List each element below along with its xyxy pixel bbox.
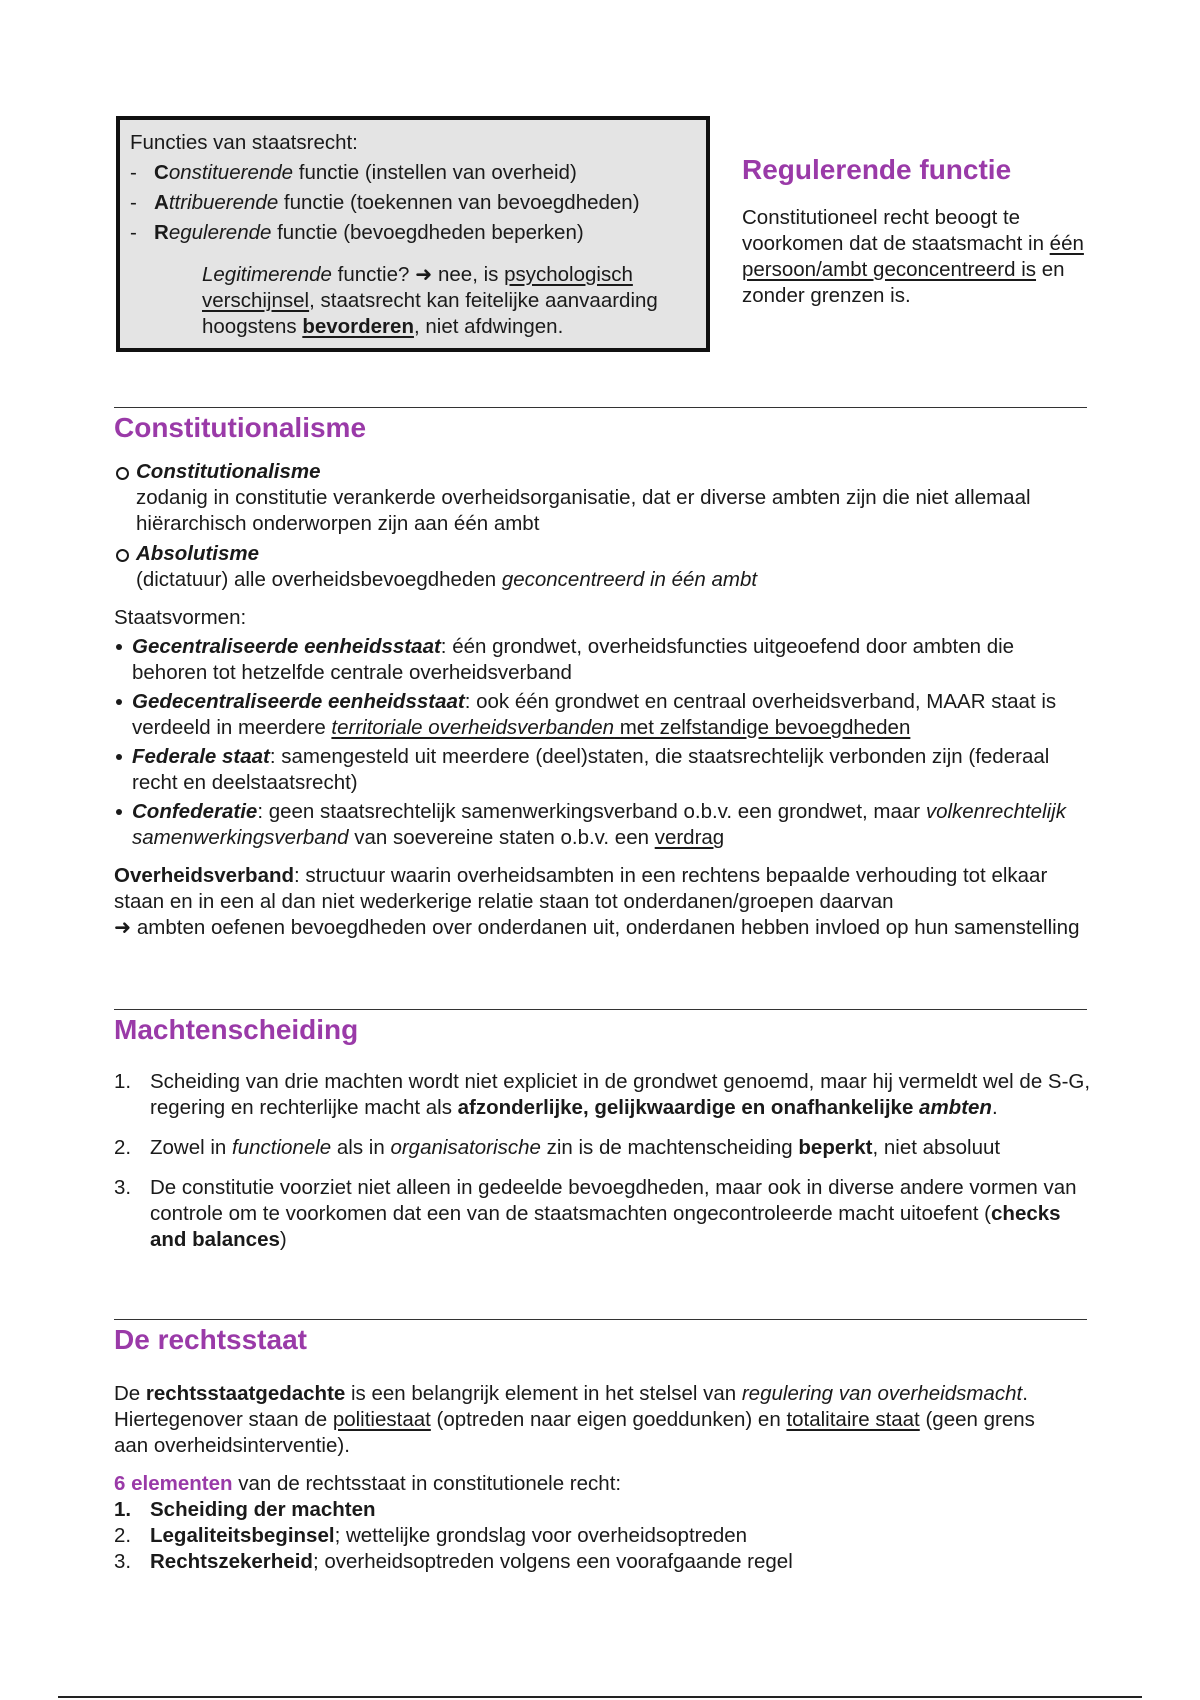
functions-box-title: Functies van staatsrecht: [130, 131, 358, 154]
list-item: 3. De constitutie voorziet niet alleen in gedeelde bevoegdheden, maar ook in diverse andere vormen van controle om te voorkomen dat een van de staatsmachten ongecontroleerde macht uitoefent (checks and balances) [114, 1176, 1077, 1251]
list-item: 2. Legaliteitsbeginsel; wettelijke grondslag voor overheidsoptreden [114, 1524, 748, 1547]
list-item: Federale staat: samengesteld uit meerdere (deel)staten, die staatsrechtelijk verbonden zijn (federaal recht en deelstaatsrecht) [114, 744, 1094, 796]
constitutionalisme-heading: Constitutionalisme [114, 412, 367, 443]
list-item: 2. Zowel in functionele als in organisatorische zin is de machtenscheiding beperkt, niet absoluut [114, 1136, 1001, 1159]
list-item: Constitutionalisme zodanig in constitutie verankerde overheidsorganisatie, dat er diverse ambten zijn die niet allemaal hiërarchisch onderworpen zijn aan één ambt [114, 459, 1094, 537]
list-item: 1. Scheiding van drie machten wordt niet expliciet in de grondwet genoemd, maar hij vermeldt wel de S-G, regering en rechterlijke macht als afzonderlijke, gelijkwaardige en onafhankelijke ambten. [114, 1070, 1091, 1119]
divider [114, 1319, 1087, 1320]
divider [114, 407, 1087, 408]
elements-intro: 6 elementen van de rechtsstaat in constitutionele recht: [114, 1472, 622, 1495]
list-item: Absolutisme (dictatuur) alle overheidsbevoegdheden geconcentreerd in één ambt [114, 541, 1094, 593]
regulerende-functie-text: Constitutioneel recht beoogt te voorkomen dat de staatsmacht in één persoon/ambt geconcentreerd is en zonder grenzen is. [742, 206, 1084, 307]
page-bottom-rule [58, 1696, 1142, 1698]
machtenscheiding-heading: Machtenscheiding [114, 1014, 359, 1045]
function-item-attribuerende: - Attribuerende functie (toekennen van bevoegdheden) [130, 191, 640, 214]
list-item: Gedecentraliseerde eenheidsstaat: ook één grondwet en centraal overheidsverband, MAAR staat is verdeeld in meerdere territoriale overheidsverbanden met zelfstandige bevoegdheden [114, 689, 1094, 741]
constitutionalisme-section [114, 459, 1094, 941]
bullet-icon [116, 754, 122, 760]
circle-bullet-icon [116, 467, 129, 480]
bullet-icon [116, 809, 122, 815]
list-item: Gecentraliseerde eenheidsstaat: één grondwet, overheidsfuncties uitgeoefend door ambten die behoren tot hetzelfde centrale overheidsverband [114, 634, 1094, 686]
list-item: 3. Rechtszekerheid; overheidsoptreden volgens een voorafgaande regel [114, 1550, 793, 1573]
staatsvormen-label: Staatsvormen: [114, 606, 247, 629]
regulerende-functie-heading: Regulerende functie [742, 154, 1012, 185]
rechtsstaat-section [114, 1381, 1074, 1575]
list-item: 1. Scheiding der machten [114, 1498, 376, 1521]
function-item-constituerende: - Constituerende functie (instellen van overheid) [130, 161, 577, 184]
legitimerende-note: Legitimerende functie? ➜ nee, is psychologisch verschijnsel, staatsrecht kan feitelijke aanvaarding hoogstens bevorderen, niet afdwingen. [202, 263, 658, 338]
circle-bullet-icon [116, 549, 129, 562]
rechtsstaat-heading: De rechtsstaat [114, 1324, 307, 1355]
bullet-icon [116, 699, 122, 705]
list-item: Confederatie: geen staatsrechtelijk samenwerkingsverband o.b.v. een grondwet, maar volkenrechtelijk samenwerkingsverband van soevereine staten o.b.v. een verdrag [114, 799, 1094, 851]
rechtsstaat-paragraph: De rechtsstaatgedachte is een belangrijk element in het stelsel van regulering van overheidsmacht. Hiertegenover staan de politiestaat (optreden naar eigen goeddunken) en totalitaire staat (geen grens aan overheidsinterventie). [114, 1382, 1035, 1457]
divider [114, 1009, 1087, 1010]
overheidsverband-definition: Overheidsverband: structuur waarin overheidsambten in een rechtens bepaalde verhouding tot elkaar staan en in een al dan niet wederkerige relatie staan tot onderdanen/groepen daarvan ➜ ambten oefenen bevoegdheden over onderdanen uit, onderdanen hebben invloed op hun samenstelling [114, 864, 1080, 939]
bullet-icon [116, 644, 122, 650]
functions-box [116, 116, 710, 352]
function-item-regulerende: - Regulerende functie (bevoegdheden beperken) [130, 221, 584, 244]
machtenscheiding-section [114, 1069, 1099, 1253]
